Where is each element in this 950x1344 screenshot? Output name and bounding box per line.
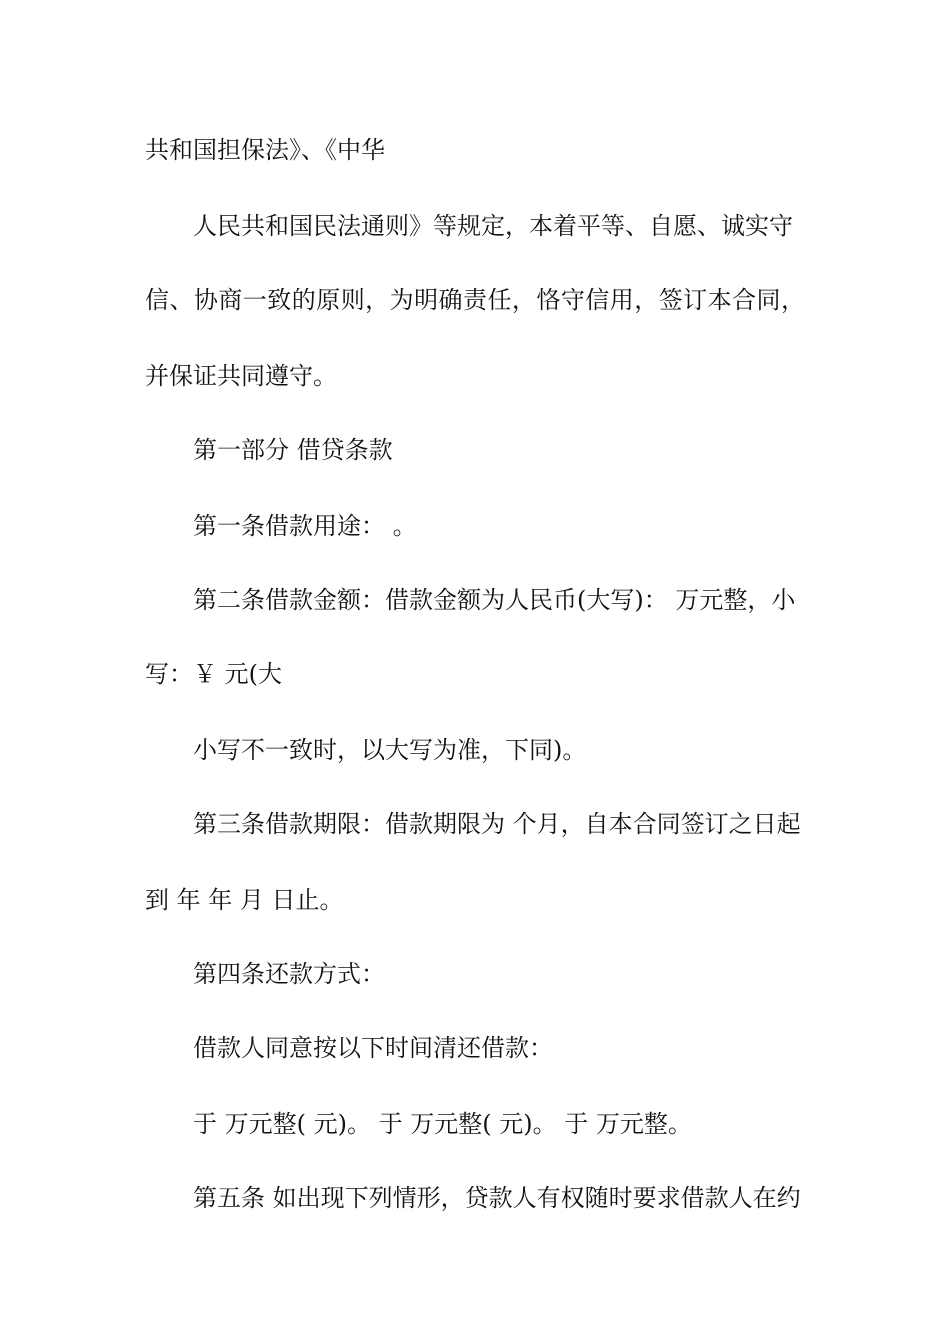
- clause-line: 借款人同意按以下时间清还借款：: [193, 1034, 553, 1062]
- clause-line: 第五条 如出现下列情形，贷款人有权随时要求借款人在约: [193, 1184, 801, 1212]
- clause-line: 第二条借款金额：借款金额为人民币(大写)： 万元整，小: [193, 586, 796, 614]
- paragraph-line: 共和国担保法》、《中华: [145, 136, 385, 164]
- paragraph-line: 人民共和国民法通则》等规定，本着平等、自愿、诚实守: [193, 212, 793, 240]
- clause-line: 第一条借款用途： 。: [193, 512, 417, 540]
- paragraph-line: 信、协商一致的原则，为明确责任，恪守信用，签订本合同，: [145, 286, 805, 314]
- clause-line: 写：￥ 元(大: [145, 660, 282, 688]
- clause-line: 第三条借款期限：借款期限为 个月，自本合同签订之日起: [193, 810, 801, 838]
- clause-line: 于 万元整( 元)。 于 万元整( 元)。 于 万元整。: [193, 1110, 692, 1138]
- section-heading: 第一部分 借贷条款: [193, 436, 393, 464]
- clause-line: 小写不一致时，以大写为准，下同)。: [193, 736, 587, 764]
- clause-line: 到 年 年 月 日止。: [145, 886, 344, 914]
- clause-line: 第四条还款方式：: [193, 960, 385, 988]
- paragraph-line: 并保证共同遵守。: [145, 362, 337, 390]
